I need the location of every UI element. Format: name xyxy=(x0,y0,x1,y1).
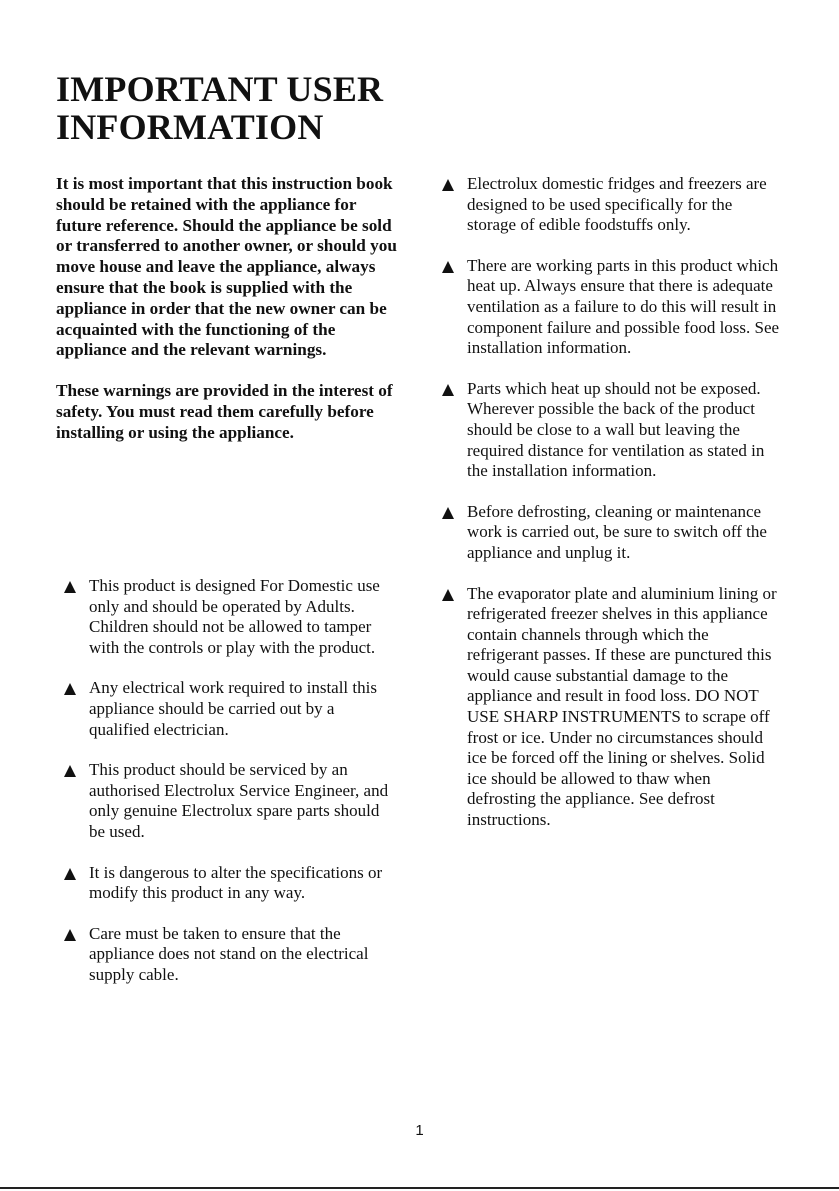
warning-triangle-icon xyxy=(442,179,454,191)
warning-item xyxy=(64,924,399,986)
warning-item xyxy=(64,678,399,740)
warning-triangle-icon xyxy=(442,589,454,601)
warnings-list-left xyxy=(64,576,399,1006)
warning-item xyxy=(442,256,782,359)
warning-triangle-icon xyxy=(64,868,76,880)
warning-triangle-icon xyxy=(442,507,454,519)
warning-text: It is dangerous to alter the specifications or modify this product in any way. xyxy=(89,862,383,903)
warning-item xyxy=(64,576,399,658)
bottom-divider xyxy=(0,1187,839,1189)
page-number: 1 xyxy=(415,1122,424,1139)
warning-text: The evaporator plate and aluminium lining or refrigerated freezer shelves in this appliance contain channels through which the refrigerant passes. If these are punctured this would cause substantial damage to the appliance and result in food loss. DO NOT USE SHARP INSTRUMENTS to scrape off frost or ice. Under no circumstances should ice be forced off the lining or shelves. Solid ice should be allowed to thaw when defrosting the appliance. See defrost instructions. xyxy=(467,583,777,830)
warning-triangle-icon xyxy=(64,929,76,941)
warning-text: Parts which heat up should not be exposed. Wherever possible the back of the product should be close to a wall but leaving the required distance for ventilation as stated in the installation information. xyxy=(467,378,765,481)
page-title: IMPORTANT USER INFORMATION xyxy=(56,69,384,147)
warning-triangle-icon xyxy=(442,384,454,396)
warnings-list-right xyxy=(442,174,782,851)
warning-triangle-icon xyxy=(64,683,76,695)
intro-section xyxy=(56,174,401,464)
intro-paragraph-retain-book: It is most important that this instruction book should be retained with the appliance for future reference. Should the appliance be sold or transferred to another owner, or should you move house and leave the appliance, always ensure that the book is supplied with the appliance in order that the new owner can be acquainted with the functioning of the appliance and the relevant warnings. xyxy=(56,174,397,360)
warning-item xyxy=(64,863,399,904)
warning-text: This product should be serviced by an authorised Electrolux Service Engineer, and only genuine Electrolux spare parts should be used. xyxy=(89,760,389,841)
warning-item xyxy=(64,760,399,842)
warning-text: Electrolux domestic fridges and freezers are designed to be used specifically for the storage of edible foodstuffs only. xyxy=(467,174,767,235)
warning-triangle-icon xyxy=(64,765,76,777)
warning-text: This product is designed For Domestic use only and should be operated by Adults. Children should not be allowed to tamper with the controls or play with the product. xyxy=(89,576,380,657)
warning-text: Any electrical work required to install this appliance should be carried out by a qualified electrician. xyxy=(89,678,377,739)
warning-triangle-icon xyxy=(64,581,76,593)
warning-text: Care must be taken to ensure that the appliance does not stand on the electrical supply cable. xyxy=(89,923,369,984)
warning-text: There are working parts in this product which heat up. Always ensure that there is adequate ventilation as a failure to do this will result in component failure and possible food loss. See installation information. xyxy=(467,255,780,358)
intro-paragraph-safety: These warnings are provided in the interest of safety. You must read them carefully before installing or using the appliance. xyxy=(56,381,393,442)
warning-triangle-icon xyxy=(442,261,454,273)
warning-item xyxy=(442,584,782,831)
warning-item xyxy=(442,174,782,236)
warning-item xyxy=(442,502,782,564)
warning-item xyxy=(442,379,782,482)
warning-text: Before defrosting, cleaning or maintenance work is carried out, be sure to switch off the appliance and unplug it. xyxy=(467,501,767,562)
